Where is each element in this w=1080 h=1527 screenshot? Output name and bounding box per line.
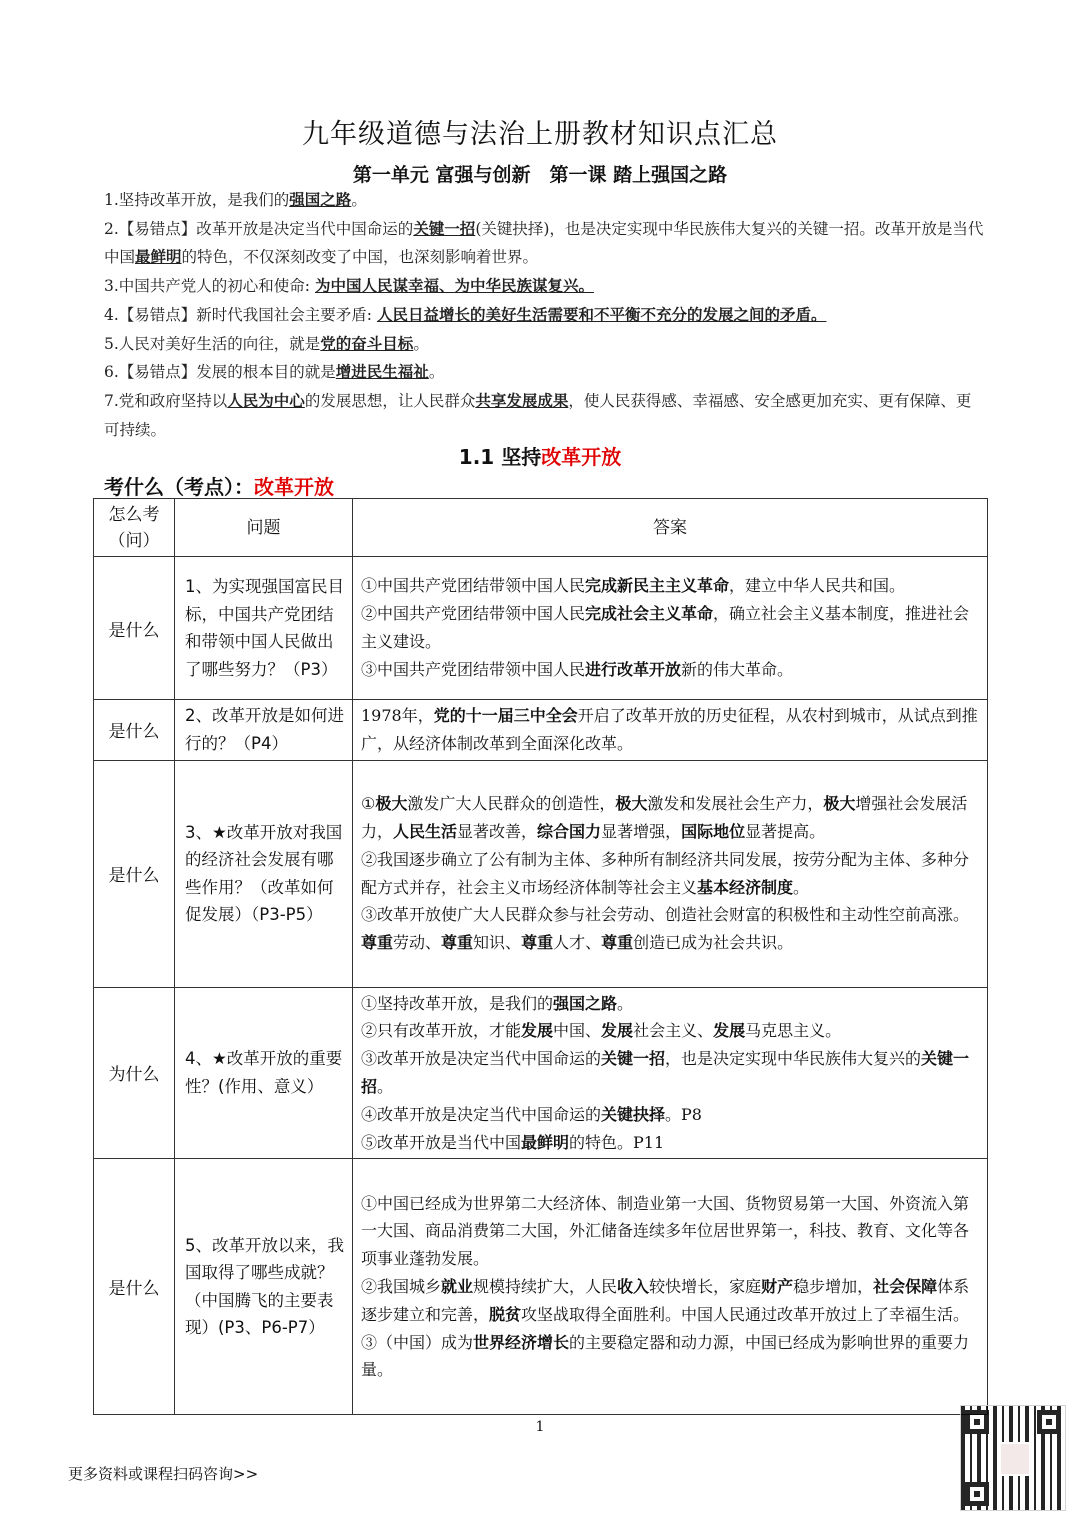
answer-item: ③改革开放使广大人民群众参与社会劳动、创造社会财富的积极性和主动性空前高涨。尊重劳动、尊重知识、尊重人才、尊重创造已成为社会共识。 [361,905,970,953]
answer-item: ③中国共产党团结带领中国人民进行改革开放新的伟大革命。 [361,659,794,679]
key-point: 7.党和政府坚持以人民为中心的发展思想，让人民群众共享发展成果，使人民获得感、幸福感、安全感更加充实、更有保障、更可持续。 [104,390,972,439]
answer-item: ④改革开放是决定当代中国命运的关键抉择。P8 [361,1104,702,1124]
col-header-type: 怎么考（问） [94,499,175,557]
key-point: 4.【易错点】新时代我国社会主要矛盾: 人民日益增长的美好生活需要和不平衡不充分的发展之间的矛盾。 [104,304,827,324]
table-header-row [94,499,988,557]
footer-consult-text: 更多资料或课程扫码咨询>> [68,1465,259,1483]
answer-cell [353,760,988,987]
answer-item: ③（中国）成为世界经济增长的主要稳定器和动力源，中国已经成为影响世界的重要力量。 [361,1332,970,1380]
table-row [94,700,988,761]
answer-cell [353,700,988,761]
unit-heading: 第一单元 富强与创新 第一课 踏上强国之路 [352,164,728,186]
qr-finder-icon [965,1482,989,1506]
answer-item: 1978年，党的十一届三中全会开启了改革开放的历史征程，从农村到城市，从试点到推广，从经济体制改革到全面深化改革。 [361,706,978,753]
answer-item: ①极大激发广大人民群众的创造性，极大激发和发展社会生产力，极大增强社会发展活力，人民生活显著改善，综合国力显著增强，国际地位显著提高。 [361,794,968,841]
question-cell: 3、★改革开放对我国的经济社会发展有哪些作用？（改革如何促发展）（P3-P5） [175,760,353,987]
key-point: 6.【易错点】发展的根本目的就是增进民生福祉。 [104,362,445,382]
key-point: 5.人民对美好生活的向往，就是党的奋斗目标。 [104,333,429,353]
exam-point-heading: 考什么（考点）：改革开放 [104,475,334,499]
question-type: 为什么 [94,987,175,1159]
qr-avatar-icon [999,1442,1031,1476]
answer-item: ③改革开放是决定当代中国命运的关键一招，也是决定实现中华民族伟大复兴的关键一招。 [361,1049,970,1096]
col-header-answer: 答案 [353,499,988,557]
question-type: 是什么 [94,760,175,987]
table-row [94,760,988,987]
qr-finder-icon [1037,1410,1061,1434]
qa-table [93,498,988,1415]
question-type: 是什么 [94,557,175,700]
table-row [94,1159,988,1415]
key-point: 1.坚持改革开放，是我们的强国之路。 [104,190,367,209]
answer-item: ⑤改革开放是当代中国最鲜明的特色。P11 [361,1132,665,1152]
answer-item: ①坚持改革开放，是我们的强国之路。 [361,993,634,1013]
key-points-list [104,186,984,444]
page-title: 九年级道德与法治上册教材知识点汇总 [302,119,778,150]
answer-item: ②我国逐步确立了公有制为主体、多种所有制经济共同发展，按劳分配为主体、多种分配方式并存，社会主义市场经济体制等社会主义基本经济制度。 [361,849,970,897]
qr-code-icon[interactable] [960,1405,1066,1511]
question-cell: 4、★改革开放的重要性？(作用、意义） [175,987,353,1159]
qr-finder-icon [965,1410,989,1434]
answer-cell [353,557,988,700]
question-type: 是什么 [94,700,175,761]
table-row [94,987,988,1159]
answer-cell [353,1159,988,1415]
answer-item: ②只有改革开放，才能发展中国、发展社会主义、发展马克思主义。 [361,1021,842,1041]
section-heading: 1.1 坚持改革开放 [458,445,622,469]
question-type: 是什么 [94,1159,175,1415]
table-row [94,557,988,700]
answer-item: ②中国共产党团结带领中国人民完成社会主义革命，确立社会主义基本制度，推进社会主义建设。 [361,604,970,651]
answer-item: ①中国共产党团结带领中国人民完成新民主主义革命，建立中华人民共和国。 [361,576,906,596]
answer-item: ②我国城乡就业规模持续扩大，人民收入较快增长，家庭财产稳步增加，社会保障体系逐步建立和完善，脱贫攻坚战取得全面胜利。中国人民通过改革开放过上了幸福生活。 [361,1276,970,1324]
answer-cell [353,987,988,1159]
page-number: 1 [535,1419,545,1435]
answer-item: ①中国已经成为世界第二大经济体、制造业第一大国、货物贸易第一大国、外资流入第一大国、商品消费第二大国，外汇储备连续多年位居世界第一，科技、教育、文化等各项事业蓬勃发展。 [361,1193,970,1269]
col-header-question: 问题 [175,499,353,557]
key-point: 3.中国共产党人的初心和使命: 为中国人民谋幸福、为中华民族谋复兴。 [104,276,594,296]
question-cell: 1、为实现强国富民目标，中国共产党团结和带领中国人民做出了哪些努力？（P3） [175,557,353,700]
question-cell: 5、改革开放以来，我国取得了哪些成就？（中国腾飞的主要表现）(P3、P6-P7） [175,1159,353,1415]
question-cell: 2、改革开放是如何进行的？（P4） [175,700,353,761]
key-point: 2.【易错点】改革开放是决定当代中国命运的关键一招(关键抉择)，也是决定实现中华民族伟大复兴的关键一招。改革开放是当代中国最鲜明的特色，不仅深刻改变了中国，也深刻影响着世界。 [104,218,984,267]
